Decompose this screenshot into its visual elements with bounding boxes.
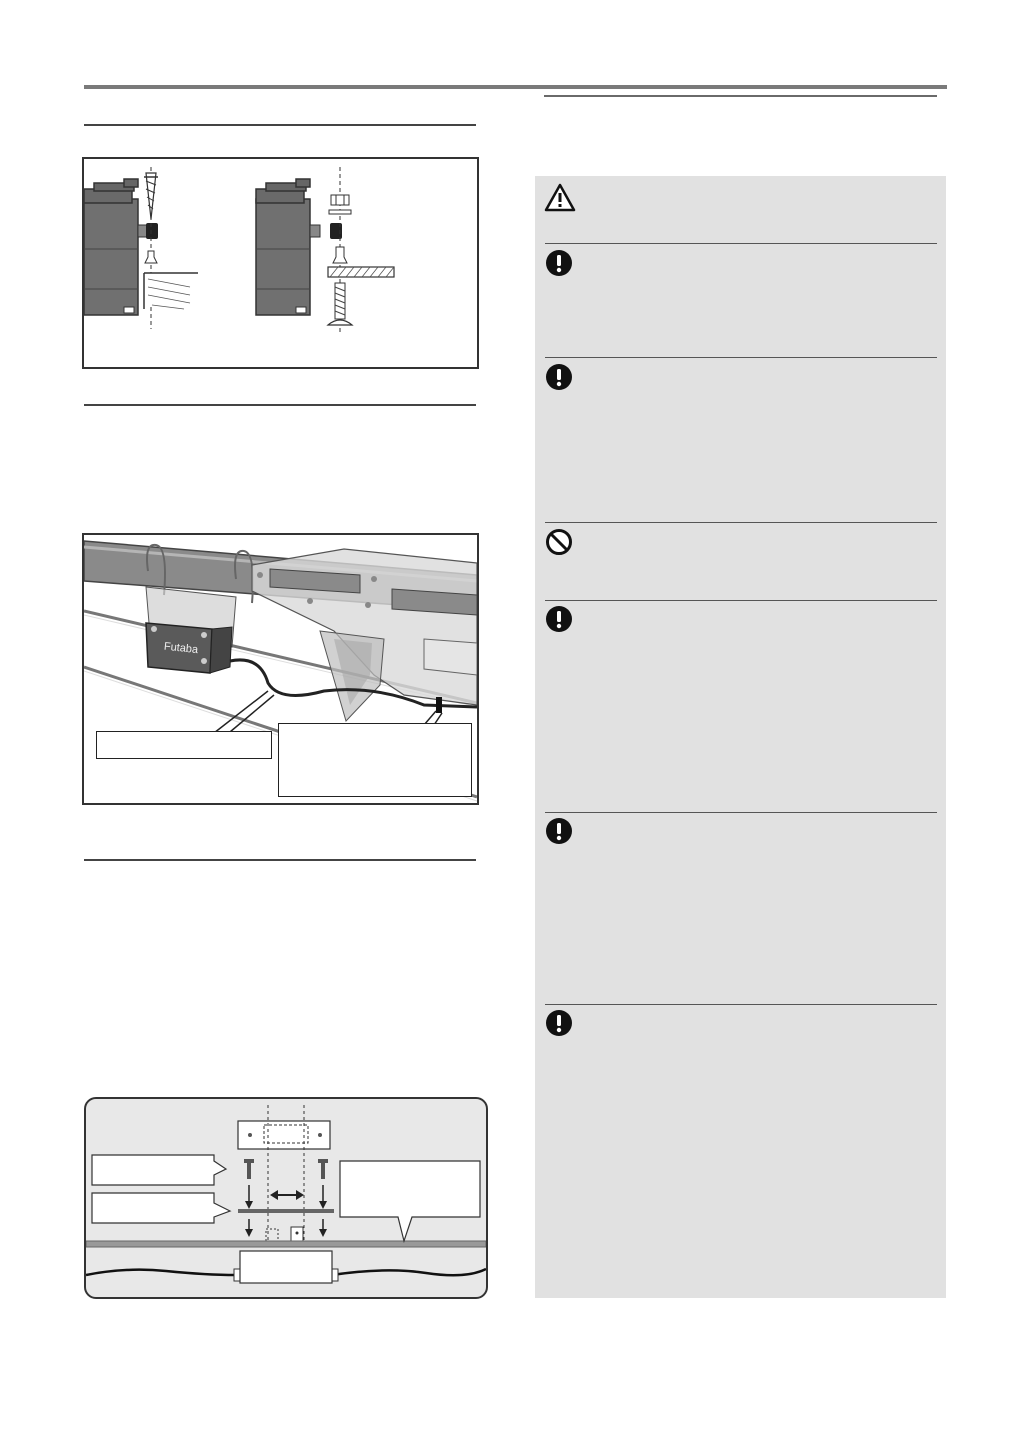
mandatory-icon bbox=[544, 604, 574, 634]
warning-divider-3 bbox=[545, 522, 937, 523]
warning-divider-2 bbox=[545, 357, 937, 358]
right-column-rule bbox=[544, 95, 937, 97]
servo-right bbox=[256, 179, 342, 315]
warnings-panel bbox=[535, 176, 946, 1298]
servo-brand-label: Futaba bbox=[163, 640, 199, 657]
section-rule-adjust bbox=[84, 859, 476, 861]
callout-box-cable bbox=[96, 731, 272, 759]
servo-body bbox=[146, 623, 232, 673]
warning-divider-4 bbox=[545, 600, 937, 601]
section-rule-mounting bbox=[84, 124, 476, 126]
linkage-diagram bbox=[84, 1097, 488, 1299]
servo-mount-figure bbox=[82, 157, 479, 369]
mandatory-icon bbox=[544, 248, 574, 278]
warning-divider-5 bbox=[545, 812, 937, 813]
callout-box-cable-tie bbox=[278, 723, 472, 797]
warning-divider-6 bbox=[545, 1004, 937, 1005]
prohibited-icon bbox=[544, 527, 574, 557]
section-rule-installation bbox=[84, 404, 476, 406]
caution-triangle-icon bbox=[544, 182, 576, 214]
mandatory-icon bbox=[544, 816, 574, 846]
warning-divider-1 bbox=[545, 243, 937, 244]
page-top-rule bbox=[84, 85, 947, 89]
mandatory-icon bbox=[544, 1008, 574, 1038]
tail-servo-photo bbox=[82, 533, 479, 805]
mandatory-icon bbox=[544, 362, 574, 392]
